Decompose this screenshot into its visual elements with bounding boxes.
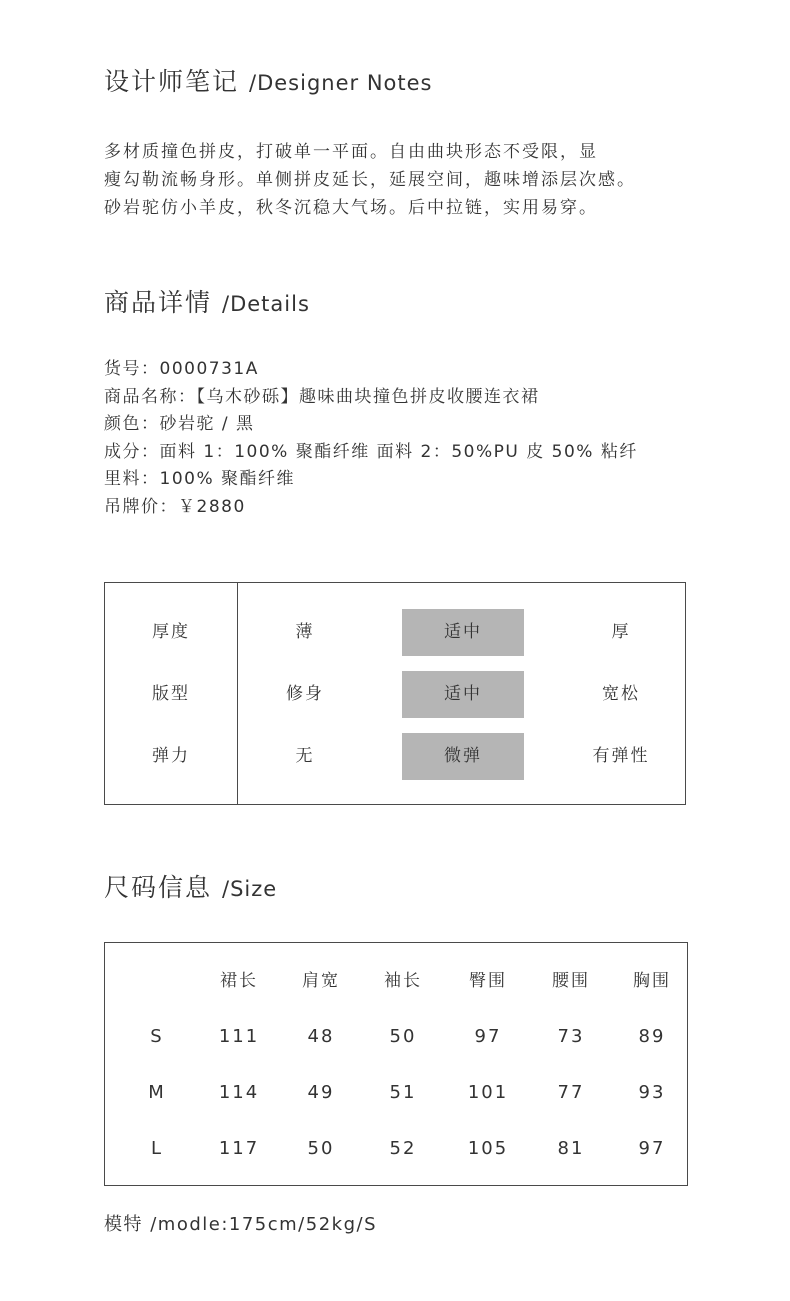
- designer-notes-title-en: /Designer Notes: [249, 71, 433, 95]
- details-title-en: /Details: [222, 292, 310, 316]
- attribute-row-thickness: [105, 609, 685, 656]
- size-info-title-cn: 尺码信息: [104, 873, 213, 902]
- size-label: M: [148, 1082, 166, 1103]
- notes-line: 砂岩驼仿小羊皮，秋冬沉稳大气场。后中拉链，实用易穿。: [104, 198, 598, 218]
- size-header-cell: 裙长: [220, 971, 258, 991]
- size-value: 50: [307, 1138, 335, 1159]
- attribute-option: 适中: [402, 671, 524, 718]
- notes-line: 瘦勾勒流畅身形。单侧拼皮延长，延展空间，趣味增添层次感。: [104, 170, 636, 190]
- size-info-title-en: /Size: [222, 877, 278, 901]
- attribute-option: 厚: [611, 622, 631, 642]
- size-value: 93: [638, 1082, 666, 1103]
- attribute-option: 适中: [402, 609, 524, 656]
- size-header-cell: 腰围: [552, 971, 590, 991]
- size-header-cell: 袖长: [384, 971, 422, 991]
- model-info: 模特 /modle:175cm/52kg/S: [104, 1214, 377, 1235]
- size-value: 105: [467, 1138, 509, 1159]
- designer-notes-title: [104, 62, 432, 98]
- size-header-row: [105, 961, 687, 1001]
- size-value: 111: [218, 1026, 260, 1047]
- attribute-option: 修身: [286, 684, 324, 704]
- attribute-option: 有弹性: [592, 746, 650, 766]
- attribute-option: 微弹: [402, 733, 524, 780]
- size-value: 97: [474, 1026, 502, 1047]
- size-row-m: [105, 1073, 687, 1113]
- attribute-option: 宽松: [602, 684, 640, 704]
- details-title-cn: 商品详情: [104, 288, 213, 317]
- designer-notes-text: [104, 138, 704, 222]
- attribute-row-fit: [105, 671, 685, 718]
- size-label: L: [150, 1138, 164, 1159]
- size-value: 73: [557, 1026, 585, 1047]
- attribute-option: 薄: [295, 622, 315, 642]
- size-value: 81: [557, 1138, 585, 1159]
- size-header-cell: 臀围: [469, 971, 507, 991]
- size-header-cell: 胸围: [633, 971, 671, 991]
- attribute-table: [104, 582, 686, 805]
- size-value: 50: [389, 1026, 417, 1047]
- size-value: 114: [218, 1082, 260, 1103]
- size-value: 52: [389, 1138, 417, 1159]
- size-row-l: [105, 1129, 687, 1169]
- size-info-title: [104, 868, 277, 904]
- size-value: 101: [467, 1082, 509, 1103]
- size-header-cell: [117, 961, 197, 1001]
- size-label: S: [150, 1026, 164, 1047]
- attribute-option: 无: [295, 746, 315, 766]
- details-list: [104, 356, 724, 522]
- size-row-s: [105, 1017, 687, 1057]
- size-header-cell: 肩宽: [302, 971, 340, 991]
- size-value: 77: [557, 1082, 585, 1103]
- detail-sku: 货号：0000731A: [104, 359, 259, 379]
- details-title: [104, 283, 310, 319]
- attribute-label: 弹力: [152, 746, 190, 766]
- size-value: 51: [389, 1082, 417, 1103]
- size-value: 89: [638, 1026, 666, 1047]
- size-table: [104, 942, 688, 1186]
- notes-line: 多材质撞色拼皮，打破单一平面。自由曲块形态不受限，显: [104, 142, 598, 162]
- size-value: 117: [218, 1138, 260, 1159]
- size-value: 49: [307, 1082, 335, 1103]
- detail-product-name: 商品名称：【乌木砂砾】趣味曲块撞色拼皮收腰连衣裙: [104, 386, 540, 407]
- detail-price: 吊牌价：￥2880: [104, 496, 246, 517]
- attribute-row-elasticity: [105, 733, 685, 780]
- detail-lining: 里料：100% 聚酯纤维: [104, 469, 296, 490]
- attribute-label: 版型: [152, 684, 190, 704]
- detail-color: 颜色：砂岩驼 / 黑: [104, 414, 255, 435]
- size-value: 48: [307, 1026, 335, 1047]
- detail-composition: 成分：面料 1：100% 聚酯纤维 面料 2：50%PU 皮 50% 粘纤: [104, 441, 638, 462]
- designer-notes-title-cn: 设计师笔记: [104, 67, 240, 96]
- attribute-label: 厚度: [152, 622, 190, 642]
- size-value: 97: [638, 1138, 666, 1159]
